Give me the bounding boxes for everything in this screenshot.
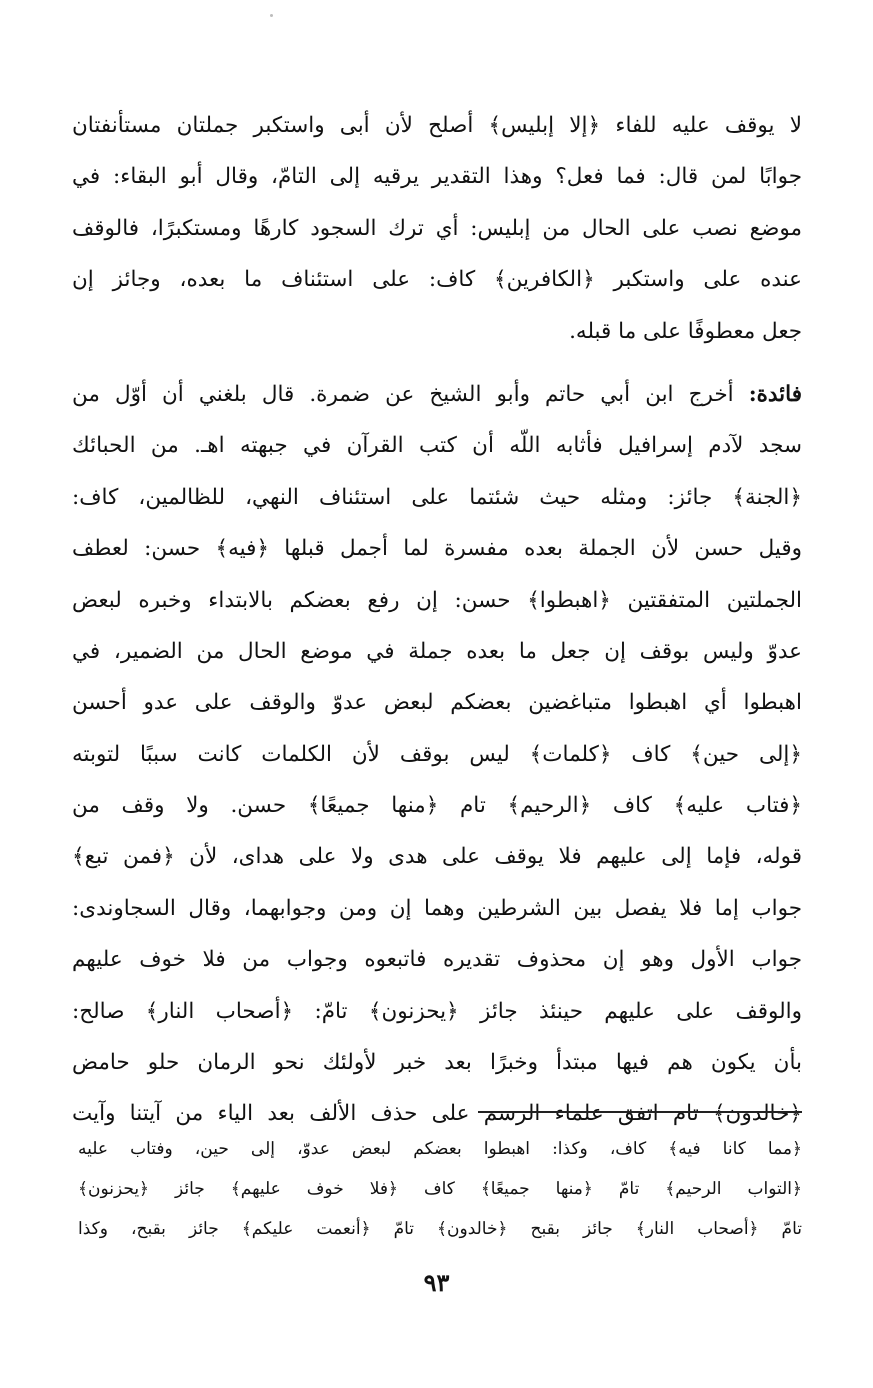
text-line: قوله، فإما إلى عليهم فلا يوقف على هدى ولا على هداى، لأن ﴿فمن تبع﴾ [72,844,802,870]
text-line: جعل معطوفًا على ما قبله. [569,318,802,344]
text-line: جواب الأول وهو إن محذوف تقديره فاتبعوه وجواب من فلا خوف عليهم [72,947,802,973]
footnotes [78,1129,802,1249]
main-text [72,100,802,1140]
text-line: لا يوقف عليه للفاء ﴿إلا إبليس﴾ أصلح لأن أبى واستكبر جملتان مستأنفتان [72,113,802,138]
text-line: اهبطوا أي اهبطوا متباغضين بعضكم لبعض عدوّ والوقف على عدو أحسن [72,690,802,716]
footnote-line: ﴿مما كانا فيه﴾ كاف، وكذا: اهبطوا بعضكم لبعض عدوّ، إلى حين، وفتاب عليه [78,1139,802,1159]
text-line: سجد لآدم إسرافيل فأثابه اللّه أن كتب القرآن في جبهته اهـ. من الحبائك [72,433,802,459]
text-line: عدوّ وليس بوقف إن جعل ما بعده جملة في موضع الحال من الضمير، في [72,638,802,664]
footnote-line: تامّ ﴿أصحاب النار﴾ جائز بقبح ﴿خالدون﴾ تامّ ﴿أنعمت عليكم﴾ جائز بقبح، وكذا [78,1219,802,1239]
text-line: ﴿إلى حين﴾ كاف ﴿كلمات﴾ ليس بوقف لأن الكلمات كانت سببًا لتوبته [72,741,802,767]
note-text: أخرج ابن أبي حاتم وأبو الشيخ عن ضمرة. قال بلغني أن أوّل من [72,381,749,407]
footnote-divider [478,1111,802,1113]
text-line [72,369,802,420]
footnote-line: ﴿التواب الرحيم﴾ تامّ ﴿منها جميعًا﴾ كاف ﴿فلا خوف عليهم﴾ جائز ﴿يحزنون﴾ [78,1179,802,1199]
text-line: ﴿الجنة﴾ جائز: ومثله حيث شئتما على استئناف النهي، للظالمين، كاف: [72,484,802,510]
text-line: وقيل حسن لأن الجملة بعده مفسرة لما أجمل قبلها ﴿فيه﴾ حسن: لعطف [72,536,802,562]
text-line: الجملتين المتفقتين ﴿اهبطوا﴾ حسن: إن رفع بعضكم بالابتداء وخبره لبعض [72,587,802,613]
text-line: جوابًا لمن قال: فما فعل؟ وهذا التقدير يرقيه إلى التامّ، وقال أبو البقاء: في [72,164,802,190]
text-line: بأن يكون هم فيها مبتدأ وخبرًا بعد خبر لأولئك نحو الرمان حلو حامض [72,1050,802,1076]
page-number: ٩٣ [423,1268,450,1297]
scan-speck [270,14,273,17]
text-line: جواب إما فلا يفصل بين الشرطين وهما إن ومن وجوابهما، وقال السجاوندى: [72,895,802,921]
note-label: فائدة: [748,381,802,407]
text-line: والوقف على عليهم حينئذ جائز ﴿يحزنون﴾ تامّ: ﴿أصحاب النار﴾ صالح: [72,998,802,1024]
paragraph-gap [72,357,802,369]
text-line: ﴿خالدون﴾ تام اتفق علماء الرسم على حذف الألف بعد الياء من آيتنا وآيت [72,1101,802,1127]
text-line: ﴿فتاب عليه﴾ كاف ﴿الرحيم﴾ تام ﴿منها جميعًا﴾ حسن. ولا وقف من [72,793,802,819]
text-line: عنده على واستكبر ﴿الكافرين﴾ كاف: على استئناف ما بعده، وجائز إن [72,267,802,293]
text-line: موضع نصب على الحال من إبليس: أي ترك السجود كارهًا ومستكبرًا، فالوقف [72,215,802,241]
